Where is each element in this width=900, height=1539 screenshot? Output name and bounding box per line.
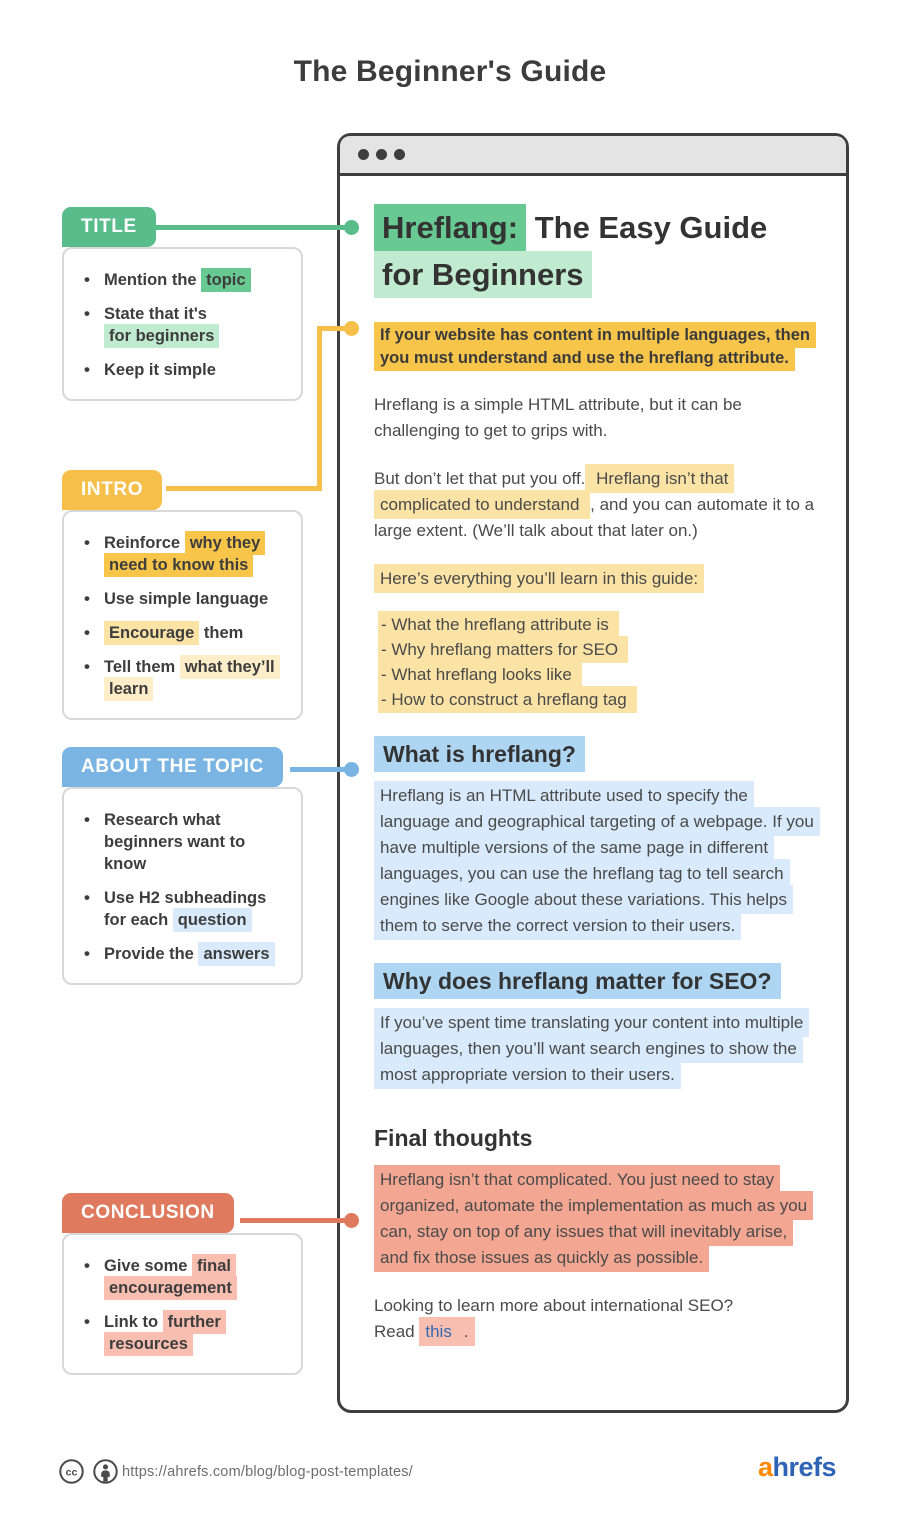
connector-line-intro-vertical: [317, 326, 322, 491]
title-checklist-box: [62, 247, 303, 401]
window-dot-icon: [358, 149, 369, 160]
connector-line-title: [155, 225, 352, 230]
list-item: • Use simple language: [82, 588, 291, 610]
window-dot-icon: [376, 149, 387, 160]
list-item: • Provide the answers: [82, 943, 291, 965]
svg-text:cc: cc: [65, 1466, 78, 1479]
callout-about-the-topic: [62, 747, 303, 985]
callout-intro: [62, 470, 303, 720]
list-item: • Encourage them: [82, 622, 291, 644]
conclusion-checklist: [82, 1255, 291, 1355]
paragraph-what-is-hreflang: Hreflang is an HTML attribute used to specify the language and geographical targeting of a webpage. If you have multiple versions of the same page in different languages, you can use the hreflang tag to tell search engines like Google about these variations. This helps them to serve the correct version to their users.: [374, 783, 820, 939]
list-item: • Keep it simple: [82, 359, 291, 381]
list-item: • Link to further resources: [82, 1311, 291, 1355]
blog-post-content: [340, 176, 846, 1345]
ahrefs-logo: [758, 1452, 836, 1483]
title-checklist: [82, 269, 291, 381]
heading-final-thoughts: Final thoughts: [374, 1125, 533, 1151]
paragraph-why-hreflang-matters: If you’ve spent time translating your content into multiple languages, then you’ll want search engines to show the most appropriate version to their users.: [374, 1010, 820, 1088]
intro-checklist-box: [62, 510, 303, 720]
list-item: - What the hreflang attribute is: [378, 612, 820, 637]
intro-tag: INTRO: [62, 470, 162, 510]
callout-title: [62, 207, 303, 401]
cc-icon: [58, 1458, 85, 1485]
connector-line-intro-horizontal: [166, 486, 322, 491]
list-item: • Reinforce why they need to know this: [82, 532, 291, 576]
ahrefs-logo-hrefs: hrefs: [772, 1452, 837, 1482]
paragraph-heres-everything: Here’s everything you’ll learn in this guide:: [374, 566, 820, 592]
heading-what-is-hreflang: What is hreflang?: [374, 738, 820, 770]
connector-line-about: [290, 767, 352, 772]
learn-list: [374, 612, 820, 712]
browser-titlebar: [340, 136, 846, 176]
intro-checklist: [82, 532, 291, 700]
heading-why-hreflang-matters: Why does hreflang matter for SEO?: [374, 965, 820, 997]
paragraph-simple-attribute: Hreflang is a simple HTML attribute, but it can be challenging to get to grips with.: [374, 395, 742, 440]
page-title: The Beginner's Guide: [293, 55, 607, 88]
license-icons: [58, 1458, 119, 1485]
connector-dot-about: [344, 762, 359, 777]
about-checklist-box: [62, 787, 303, 985]
connector-line-conclusion: [240, 1218, 352, 1223]
window-dot-icon: [394, 149, 405, 160]
about-the-topic-tag: ABOUT THE TOPIC: [62, 747, 283, 787]
ahrefs-logo-a: a: [758, 1452, 773, 1482]
attribution-icon: [92, 1458, 119, 1485]
post-title: Hreflang: The Easy Guide for Beginners: [374, 204, 820, 298]
browser-window: [337, 133, 849, 1413]
paragraph-final-thoughts: Hreflang isn’t that complicated. You just need to stay organized, automate the implementation as much as you can, stay on top of any issues that will inevitably arise, and fix those issues as quickly as possible.: [374, 1167, 820, 1271]
source-url: https://ahrefs.com/blog/blog-post-templates/: [122, 1464, 413, 1480]
list-item: • Mention the topic: [82, 269, 291, 291]
list-item: • State that it's for beginners: [82, 303, 291, 347]
paragraph-looking-to-learn: Looking to learn more about international SEO? Read this .: [374, 1293, 820, 1345]
connector-dot-conclusion: [344, 1213, 359, 1228]
connector-dot-title: [344, 220, 359, 235]
list-item: • Use H2 subheadings for each question: [82, 887, 291, 931]
list-item: - How to construct a hreflang tag: [378, 687, 820, 712]
list-item: • Give some final encouragement: [82, 1255, 291, 1299]
list-item: • Research what beginners want to know: [82, 809, 291, 875]
about-checklist: [82, 809, 291, 965]
conclusion-checklist-box: [62, 1233, 303, 1375]
title-tag: TITLE: [62, 207, 156, 247]
connector-dot-intro: [344, 321, 359, 336]
list-item: • Tell them what they’ll learn: [82, 656, 291, 700]
list-item: - What hreflang looks like: [378, 662, 820, 687]
this-link[interactable]: this: [419, 1317, 457, 1346]
intro-paragraph: If your website has content in multiple languages, then you must understand and use the hreflang attribute.: [374, 324, 820, 370]
list-item: - Why hreflang matters for SEO: [378, 637, 820, 662]
paragraph-dont-let-that: But don’t let that put you off. Hreflang isn’t that complicated to understand , and you can automate it to a large extent. (We’ll talk about that later on.): [374, 466, 820, 544]
conclusion-tag: CONCLUSION: [62, 1193, 234, 1233]
